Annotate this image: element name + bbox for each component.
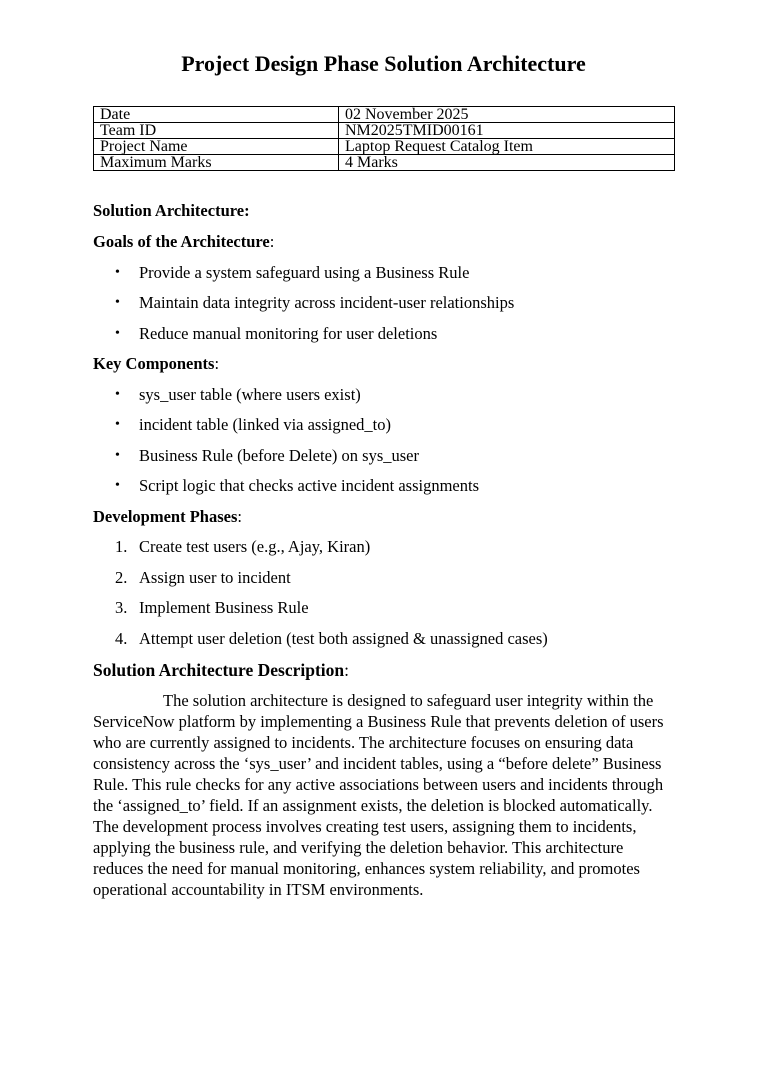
bullet-icon: • [115, 417, 120, 432]
phases-heading-text: Development Phases [93, 506, 238, 526]
table-row [94, 107, 675, 123]
table-row [94, 155, 675, 171]
component-text: Script logic that checks active incident assignments [139, 476, 479, 495]
bullet-icon: • [115, 386, 120, 402]
goal-text: Maintain data integrity across incident-user relationships [139, 293, 515, 312]
description-paragraph: The solution architecture is designed to safeguard user integrity within the ServiceNow platform by implementing a Business Rule that prevents deletion of users who are currently assigned to incidents. The architecture focuses on ensuring data consistency across the ‘sys_user’ and incident tables, using a “before delete” Business Rule. This rule checks for any active associations between users and incidents through the ‘assigned_to’ field. If an assignment exists, the deletion is blocked automatically. The development process involves creating test users, assigning them to incidents, applying the business rule, and verifying the deletion behavior. This architecture reduces the need for manual monitoring, enhances system reliability, and promotes operational accountability in ITSM environments. [93, 690, 664, 899]
team-id-label: Team ID [94, 123, 339, 139]
bullet-icon: • [115, 295, 120, 310]
page-title: Project Design Phase Solution Architecture [181, 51, 586, 76]
list-item [93, 324, 674, 344]
table-row [94, 139, 675, 155]
list-item [93, 476, 674, 496]
phase-number: 4. [115, 628, 128, 648]
phases-heading [93, 507, 674, 527]
bullet-icon: • [115, 325, 120, 341]
phase-text: Attempt user deletion (test both assigned & unassigned cases) [139, 628, 548, 648]
phases-heading-colon: : [237, 506, 242, 526]
project-name-value: Laptop Request Catalog Item [339, 139, 675, 155]
table-row [94, 123, 675, 139]
description-heading [93, 659, 674, 681]
list-item [93, 446, 674, 466]
components-heading [93, 354, 674, 374]
team-id-value: NM2025TMID00161 [339, 123, 675, 139]
list-item [93, 293, 674, 313]
components-heading-text: Key Components [93, 354, 215, 373]
date-label: Date [94, 107, 339, 123]
description-heading-colon: : [344, 659, 350, 680]
list-item [93, 537, 674, 557]
goals-heading-text: Goals of the Architecture [93, 232, 270, 251]
phase-text: Implement Business Rule [139, 598, 309, 617]
component-text: incident table (linked via assigned_to) [139, 415, 392, 434]
maximum-marks-label: Maximum Marks [94, 155, 339, 171]
components-list [93, 385, 674, 497]
bullet-icon: • [115, 447, 120, 463]
list-item [93, 598, 674, 618]
component-text: sys_user table (where users exist) [139, 384, 361, 404]
date-value: 02 November 2025 [339, 107, 675, 123]
goals-heading-colon: : [269, 232, 275, 251]
document-page [0, 50, 768, 1074]
bullet-icon: • [115, 478, 120, 493]
description-heading-text: Solution Architecture Description [93, 659, 345, 680]
list-item [93, 385, 674, 405]
goal-text: Reduce manual monitoring for user deletions [139, 323, 438, 343]
components-heading-colon: : [214, 354, 220, 373]
list-item [93, 263, 674, 283]
phase-text: Create test users (e.g., Ajay, Kiran) [139, 537, 371, 556]
phase-number: 3. [115, 598, 128, 617]
component-text: Business Rule (before Delete) on sys_user [139, 445, 419, 465]
maximum-marks-value: 4 Marks [339, 155, 675, 171]
solution-architecture-heading [93, 201, 674, 221]
phases-list [93, 537, 674, 649]
goal-text: Provide a system safeguard using a Business Rule [139, 262, 470, 282]
goals-list [93, 263, 674, 344]
phase-text: Assign user to incident [139, 567, 291, 587]
list-item [93, 629, 674, 649]
list-item [93, 415, 674, 435]
project-name-label: Project Name [94, 139, 339, 155]
phase-number: 2. [115, 567, 128, 587]
project-info-table [93, 106, 675, 171]
list-item [93, 568, 674, 588]
solution-architecture-heading-text: Solution Architecture: [93, 201, 250, 220]
goals-heading [93, 232, 674, 252]
phase-number: 1. [115, 537, 128, 556]
bullet-icon: • [115, 264, 120, 280]
